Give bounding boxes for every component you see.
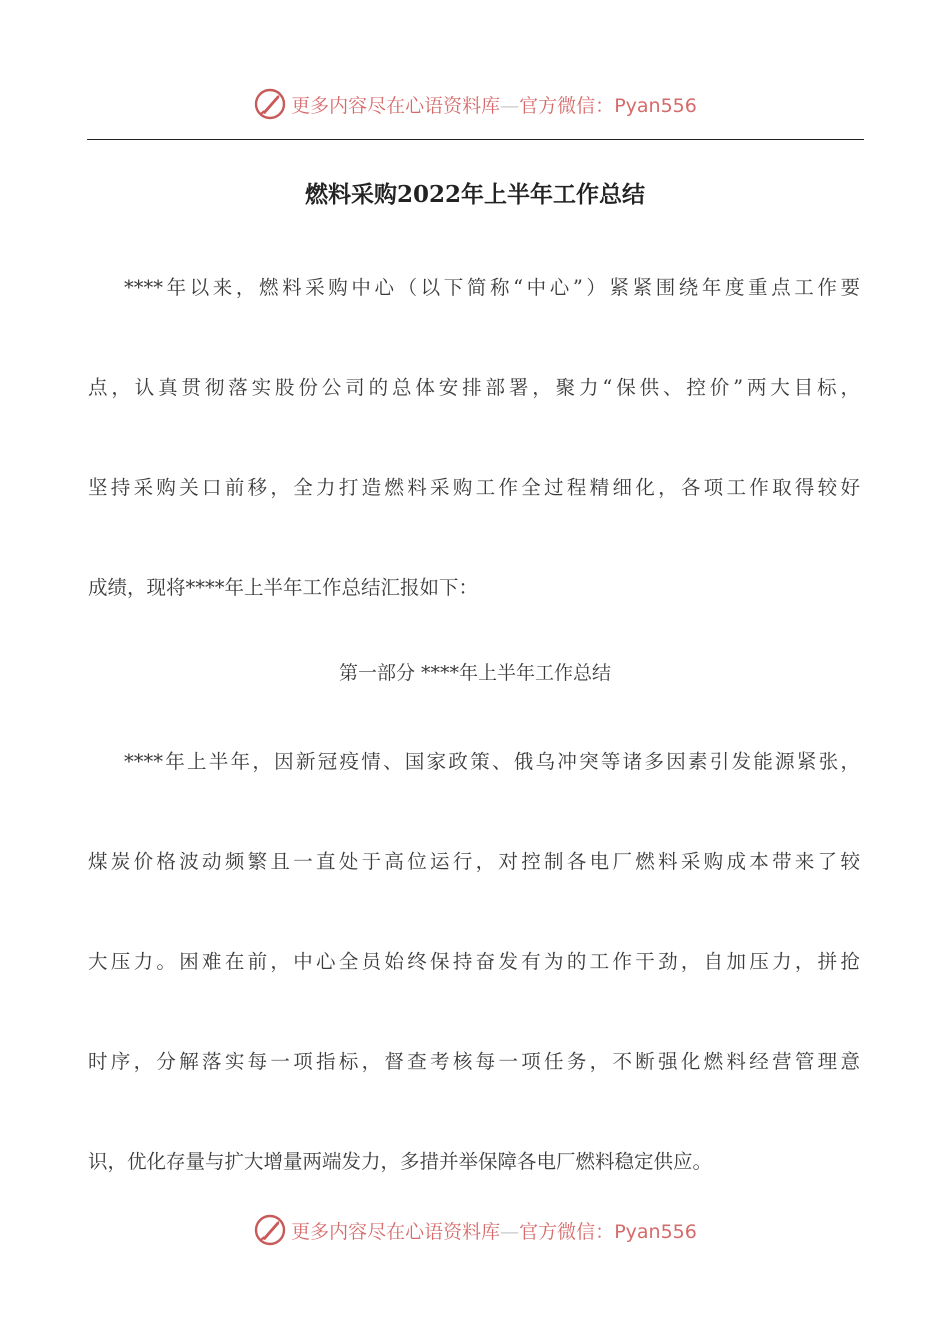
watermark-wechat-id: Pyan556 — [614, 94, 697, 117]
paragraph-2-line-1: ****年上半年，因新冠疫情、国家政策、俄乌冲突等诸多因素引发能源紧张， — [124, 750, 860, 773]
paragraph-2-line-3: 大压力。困难在前，中心全员始终保持奋发有为的工作干劲，自加压力，拼抢 — [88, 950, 860, 973]
section-heading: 第一部分 ****年上半年工作总结 — [338, 662, 612, 684]
watermark-dash: — — [500, 1220, 520, 1243]
footer-watermark — [0, 1210, 950, 1250]
watermark-main: 更多内容尽在心语资料库 — [291, 1220, 501, 1243]
quill-logo-icon — [253, 87, 287, 121]
watermark-dash: — — [500, 94, 520, 117]
watermark-text — [291, 91, 697, 118]
quill-logo-icon — [253, 1213, 287, 1247]
header-watermark — [0, 84, 950, 124]
paragraph-1-line-3: 坚持采购关口前移，全力打造燃料采购工作全过程精细化，各项工作取得较好 — [88, 476, 860, 499]
paragraph-2-line-5: 识，优化存量与扩大增量两端发力，多措并举保障各电厂燃料稳定供应。 — [88, 1150, 713, 1173]
watermark-text — [291, 1217, 697, 1244]
paragraph-1-line-4: 成绩，现将****年上半年工作总结汇报如下： — [88, 576, 479, 599]
document-title: 燃料采购2022年上半年工作总结 — [304, 181, 645, 208]
paragraph-2-line-2: 煤炭价格波动频繁且一直处于高位运行，对控制各电厂燃料采购成本带来了较 — [88, 850, 860, 873]
paragraph-1-line-1: ****年以来，燃料采购中心（以下简称“中心”）紧紧围绕年度重点工作要 — [124, 276, 860, 299]
paragraph-1-line-2: 点，认真贯彻落实股份公司的总体安排部署，聚力“保供、控价”两大目标， — [88, 376, 860, 399]
watermark-main: 更多内容尽在心语资料库 — [291, 94, 501, 117]
paragraph-2-line-4: 时序，分解落实每一项指标，督查考核每一项任务，不断强化燃料经营管理意 — [88, 1050, 860, 1073]
header-rule — [87, 139, 864, 140]
watermark-label: 官方微信： — [519, 94, 615, 117]
watermark-wechat-id: Pyan556 — [614, 1220, 697, 1243]
watermark-label: 官方微信： — [519, 1220, 615, 1243]
